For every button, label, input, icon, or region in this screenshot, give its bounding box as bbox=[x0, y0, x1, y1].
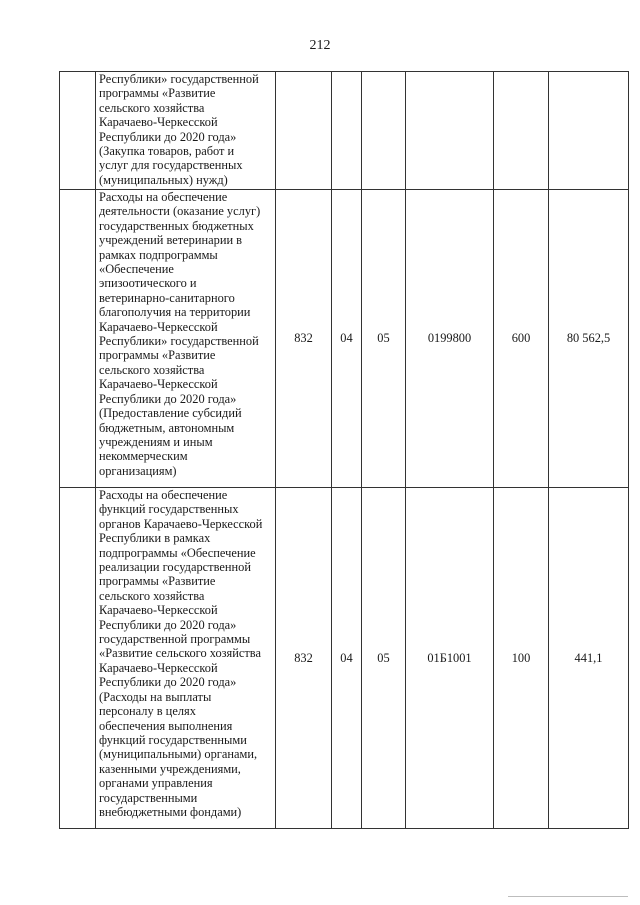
description-line: Карачаево-Черкесской bbox=[99, 319, 218, 334]
table-body bbox=[60, 72, 629, 829]
description-line: организациям) bbox=[99, 463, 177, 478]
description-line: сельского хозяйства bbox=[99, 362, 205, 377]
description-line: учреждениям и иным bbox=[99, 434, 213, 449]
ministry-code-cell: 832 bbox=[276, 488, 332, 829]
description-line: сельского хозяйства bbox=[99, 588, 205, 603]
description-cell bbox=[96, 488, 276, 829]
description-line: программы «Развитие bbox=[99, 86, 216, 101]
subsection-cell: 05 bbox=[362, 190, 406, 488]
description-line: услуг для государственных bbox=[99, 158, 243, 173]
description-line: реализации государственной bbox=[99, 560, 251, 575]
description-line: подпрограммы «Обеспечение bbox=[99, 545, 256, 560]
description-line: обеспечения выполнения bbox=[99, 718, 233, 733]
footer-rule bbox=[508, 896, 628, 897]
target-article-cell: 01Б1001 bbox=[406, 488, 494, 829]
description-line: программы «Развитие bbox=[99, 574, 216, 589]
description-line: Карачаево-Черкесской bbox=[99, 660, 218, 675]
description-line: благополучия на территории bbox=[99, 305, 251, 320]
description-line: рамках подпрограммы bbox=[99, 247, 218, 262]
description-line: Республики» государственной bbox=[99, 72, 259, 86]
description-line: государственной программы bbox=[99, 632, 251, 647]
target-article-cell: 0199800 bbox=[406, 190, 494, 488]
description-line: внебюджетными фондами) bbox=[99, 804, 242, 819]
description-line: ветеринарно-санитарного bbox=[99, 290, 235, 305]
description-line: Республики до 2020 года» bbox=[99, 675, 237, 690]
description-line: деятельности (оказание услуг) bbox=[99, 204, 261, 219]
description-line: программы «Развитие bbox=[99, 348, 216, 363]
description-cell bbox=[96, 190, 276, 488]
section-cell: 04 bbox=[332, 488, 362, 829]
description-line: казенными учреждениями, bbox=[99, 761, 241, 776]
description-line: Республики до 2020 года» bbox=[99, 129, 237, 144]
description-line: Республики в рамках bbox=[99, 531, 211, 546]
section-cell bbox=[332, 72, 362, 190]
description-line: Расходы на обеспечение bbox=[99, 190, 228, 204]
description-line: Карачаево-Черкесской bbox=[99, 603, 218, 618]
description-line: эпизоотического и bbox=[99, 276, 197, 291]
expense-type-cell: 100 bbox=[494, 488, 549, 829]
description-line: Расходы на обеспечение bbox=[99, 488, 228, 502]
description-line: бюджетным, автономным bbox=[99, 420, 235, 435]
amount-cell: 80 562,5 bbox=[549, 190, 629, 488]
description-line: учреждений ветеринарии в bbox=[99, 233, 243, 248]
amount-cell: 441,1 bbox=[549, 488, 629, 829]
description-line: органами управления bbox=[99, 776, 213, 791]
description-line: (муниципальными) органами, bbox=[99, 747, 258, 762]
ministry-code-cell bbox=[276, 72, 332, 190]
expense-type-cell bbox=[494, 72, 549, 190]
description-line: органов Карачаево-Черкесской bbox=[99, 516, 263, 531]
description-line: Республики» государственной bbox=[99, 334, 259, 349]
page-number: 212 bbox=[309, 38, 331, 53]
description-line: функций государственными bbox=[99, 732, 247, 747]
description-line: некоммерческим bbox=[99, 449, 188, 464]
description-line: государственными bbox=[99, 790, 198, 805]
table-row bbox=[60, 72, 629, 190]
description-line: «Обеспечение bbox=[99, 262, 174, 277]
target-article-cell bbox=[406, 72, 494, 190]
description-line: (Закупка товаров, работ и bbox=[99, 144, 235, 159]
table-row bbox=[60, 190, 629, 488]
subsection-cell: 05 bbox=[362, 488, 406, 829]
description-line: сельского хозяйства bbox=[99, 100, 205, 115]
description-line: Карачаево-Черкесской bbox=[99, 115, 218, 130]
amount-cell bbox=[549, 72, 629, 190]
subsection-cell bbox=[362, 72, 406, 190]
description-line: (Предоставление субсидий bbox=[99, 406, 242, 421]
row-number-cell bbox=[60, 72, 96, 190]
budget-table bbox=[59, 71, 629, 829]
expense-type-cell: 600 bbox=[494, 190, 549, 488]
ministry-code-cell: 832 bbox=[276, 190, 332, 488]
section-cell: 04 bbox=[332, 190, 362, 488]
description-line: Карачаево-Черкесской bbox=[99, 377, 218, 392]
description-line: (муниципальных) нужд) bbox=[99, 172, 228, 187]
table-row bbox=[60, 488, 629, 829]
row-number-cell bbox=[60, 488, 96, 829]
description-line: «Развитие сельского хозяйства bbox=[99, 646, 261, 661]
description-line: Республики до 2020 года» bbox=[99, 617, 237, 632]
description-line: Республики до 2020 года» bbox=[99, 391, 237, 406]
description-line: государственных бюджетных bbox=[99, 218, 254, 233]
row-number-cell bbox=[60, 190, 96, 488]
description-line: (Расходы на выплаты bbox=[99, 689, 212, 704]
description-cell bbox=[96, 72, 276, 190]
description-line: персоналу в целях bbox=[99, 704, 196, 719]
description-line: функций государственных bbox=[99, 502, 239, 517]
